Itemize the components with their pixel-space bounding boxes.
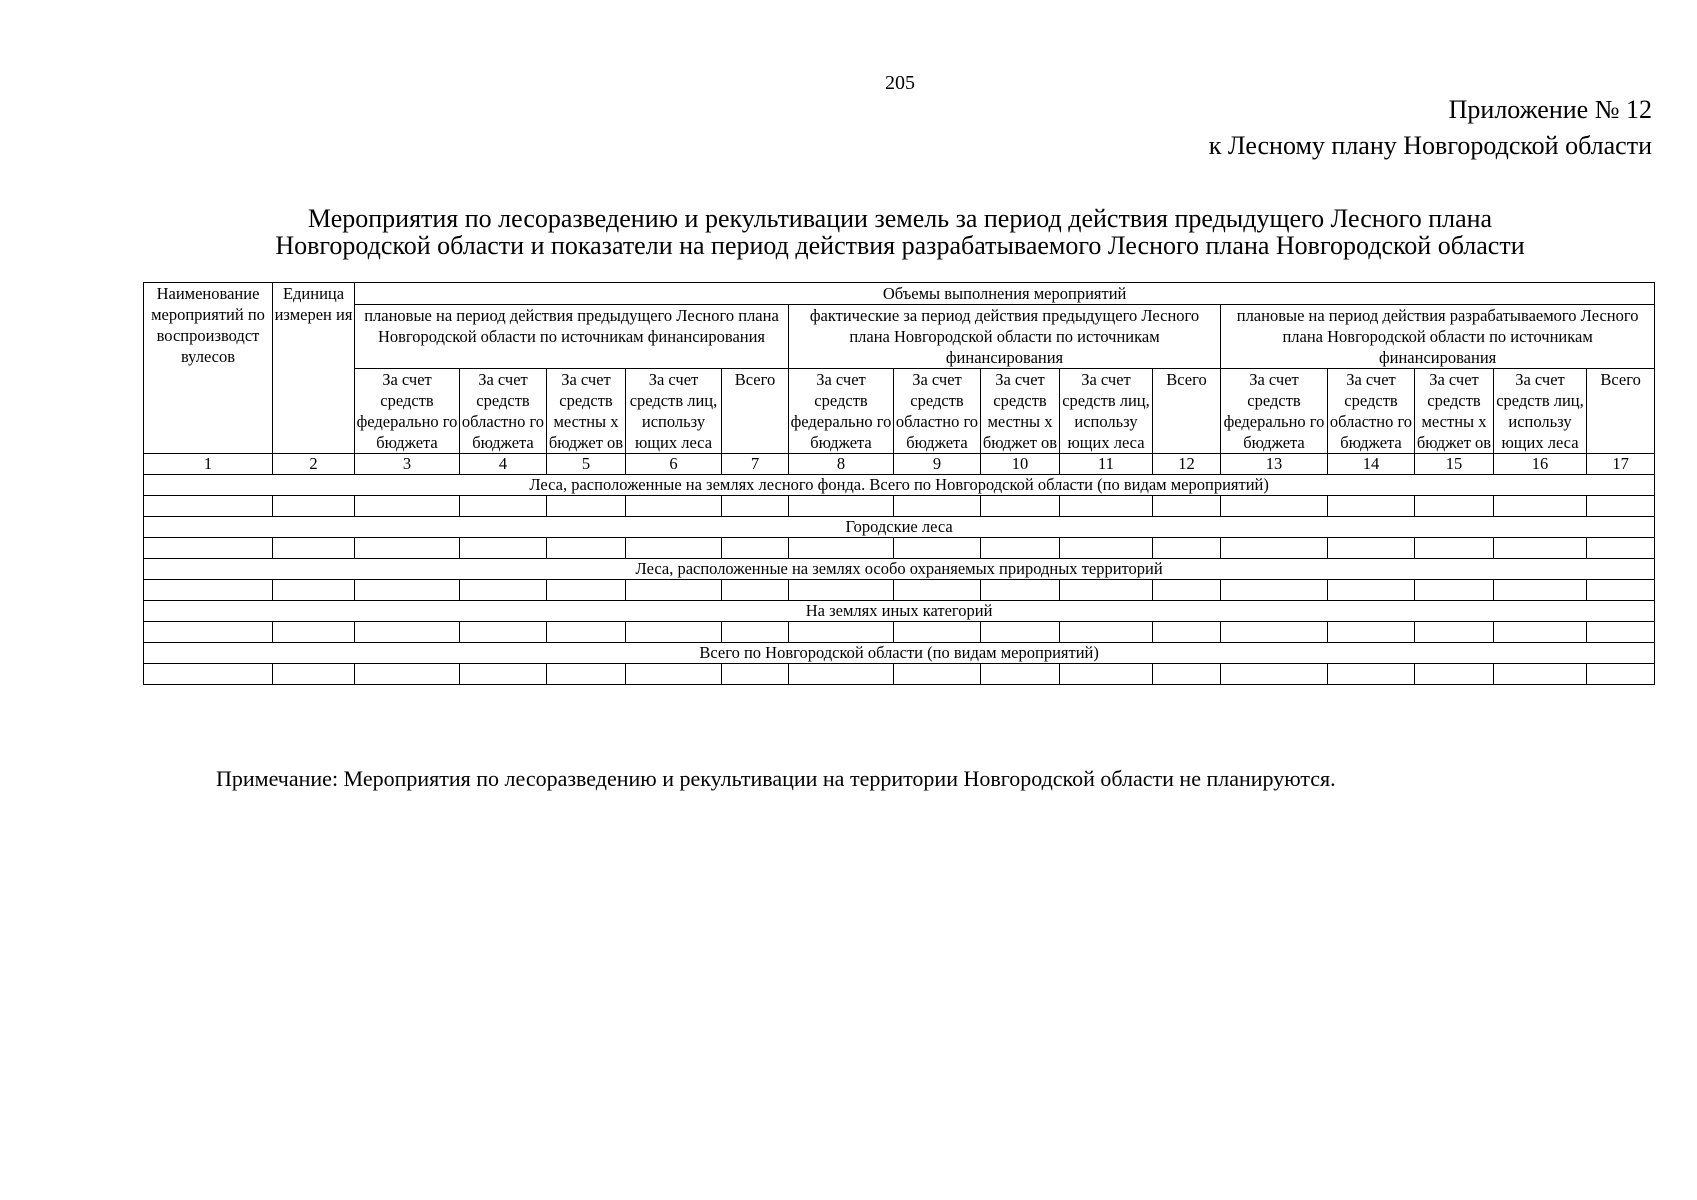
header-source-total: Всего — [1153, 369, 1221, 454]
document-title — [140, 205, 1660, 259]
header-group-planned-new: плановые на период действия разрабатываемого Лесного плана Новгородской области по источникам финансирования — [1221, 305, 1655, 369]
header-source-federal: За счет средств федерально го бюджета — [789, 369, 894, 454]
column-number: 1 — [144, 454, 273, 475]
column-number: 11 — [1060, 454, 1153, 475]
header-source-forest-users: За счет средств лиц, использу ющих леса — [1060, 369, 1153, 454]
title-line-1: Мероприятия по лесоразведению и рекультивации земель за период действия предыдущего Лесного плана — [307, 204, 1493, 233]
header-source-local: За счет средств местны х бюджет ов — [547, 369, 626, 454]
section-title: Леса, расположенные на землях лесного фонда. Всего по Новгородской области (по видам мероприятий) — [144, 475, 1655, 496]
header-source-regional: За счет средств областно го бюджета — [460, 369, 547, 454]
column-number: 7 — [722, 454, 789, 475]
header-row-1 — [144, 283, 1655, 305]
empty-data-row — [144, 538, 1655, 559]
section-row-region-total — [144, 643, 1655, 664]
header-source-forest-users: За счет средств лиц, использу ющих леса — [1494, 369, 1587, 454]
column-number: 6 — [626, 454, 722, 475]
column-number: 15 — [1415, 454, 1494, 475]
header-source-total: Всего — [1587, 369, 1655, 454]
section-row-protected-areas — [144, 559, 1655, 580]
header-source-local: За счет средств местны х бюджет ов — [1415, 369, 1494, 454]
column-number: 12 — [1153, 454, 1221, 475]
empty-data-row — [144, 580, 1655, 601]
section-title: Леса, расположенные на землях особо охраняемых природных территорий — [144, 559, 1655, 580]
header-source-local: За счет средств местны х бюджет ов — [981, 369, 1060, 454]
empty-data-row — [144, 496, 1655, 517]
section-title: Городские леса — [144, 517, 1655, 538]
column-number: 13 — [1221, 454, 1328, 475]
column-number: 5 — [547, 454, 626, 475]
header-source-total: Всего — [722, 369, 789, 454]
column-number-row — [144, 454, 1655, 475]
column-number: 17 — [1587, 454, 1655, 475]
section-title: Всего по Новгородской области (по видам мероприятий) — [144, 643, 1655, 664]
section-title: На землях иных категорий — [144, 601, 1655, 622]
header-row-2 — [144, 305, 1655, 369]
header-volumes: Объемы выполнения мероприятий — [355, 283, 1655, 305]
header-group-planned-previous: плановые на период действия предыдущего Лесного плана Новгородской области по источникам финансирования — [355, 305, 789, 369]
header-group-actual-previous: фактические за период действия предыдущего Лесного плана Новгородской области по источникам финансирования — [789, 305, 1221, 369]
header-activity-name: Наименование мероприятий по воспроизводст вулесов — [144, 283, 273, 454]
column-number: 14 — [1328, 454, 1415, 475]
header-source-regional: За счет средств областно го бюджета — [894, 369, 981, 454]
empty-data-row — [144, 622, 1655, 643]
section-row-forest-fund — [144, 475, 1655, 496]
appendix-line-1: Приложение № 12 — [1448, 95, 1652, 124]
header-unit: Единица измерен ия — [273, 283, 355, 454]
column-number: 16 — [1494, 454, 1587, 475]
column-number: 3 — [355, 454, 460, 475]
footnote: Примечание: Мероприятия по лесоразведению и рекультивации на территории Новгородской области не планируются. — [216, 766, 1336, 791]
title-line-2: Новгородской области и показатели на период действия разрабатываемого Лесного плана Новгородской области — [275, 231, 1525, 260]
column-number: 4 — [460, 454, 547, 475]
page-number: 205 — [885, 72, 915, 94]
appendix-line-2: к Лесному плану Новгородской области — [1208, 131, 1652, 160]
header-source-federal: За счет средств федерально го бюджета — [355, 369, 460, 454]
column-number: 8 — [789, 454, 894, 475]
section-row-other-categories — [144, 601, 1655, 622]
header-source-federal: За счет средств федерально го бюджета — [1221, 369, 1328, 454]
empty-data-row — [144, 664, 1655, 685]
header-source-forest-users: За счет средств лиц, использу ющих леса — [626, 369, 722, 454]
column-number: 9 — [894, 454, 981, 475]
header-source-regional: За счет средств областно го бюджета — [1328, 369, 1415, 454]
appendix-caption — [1209, 92, 1652, 164]
section-row-urban-forests — [144, 517, 1655, 538]
measures-table — [143, 282, 1655, 685]
column-number: 10 — [981, 454, 1060, 475]
header-row-3 — [144, 369, 1655, 454]
column-number: 2 — [273, 454, 355, 475]
